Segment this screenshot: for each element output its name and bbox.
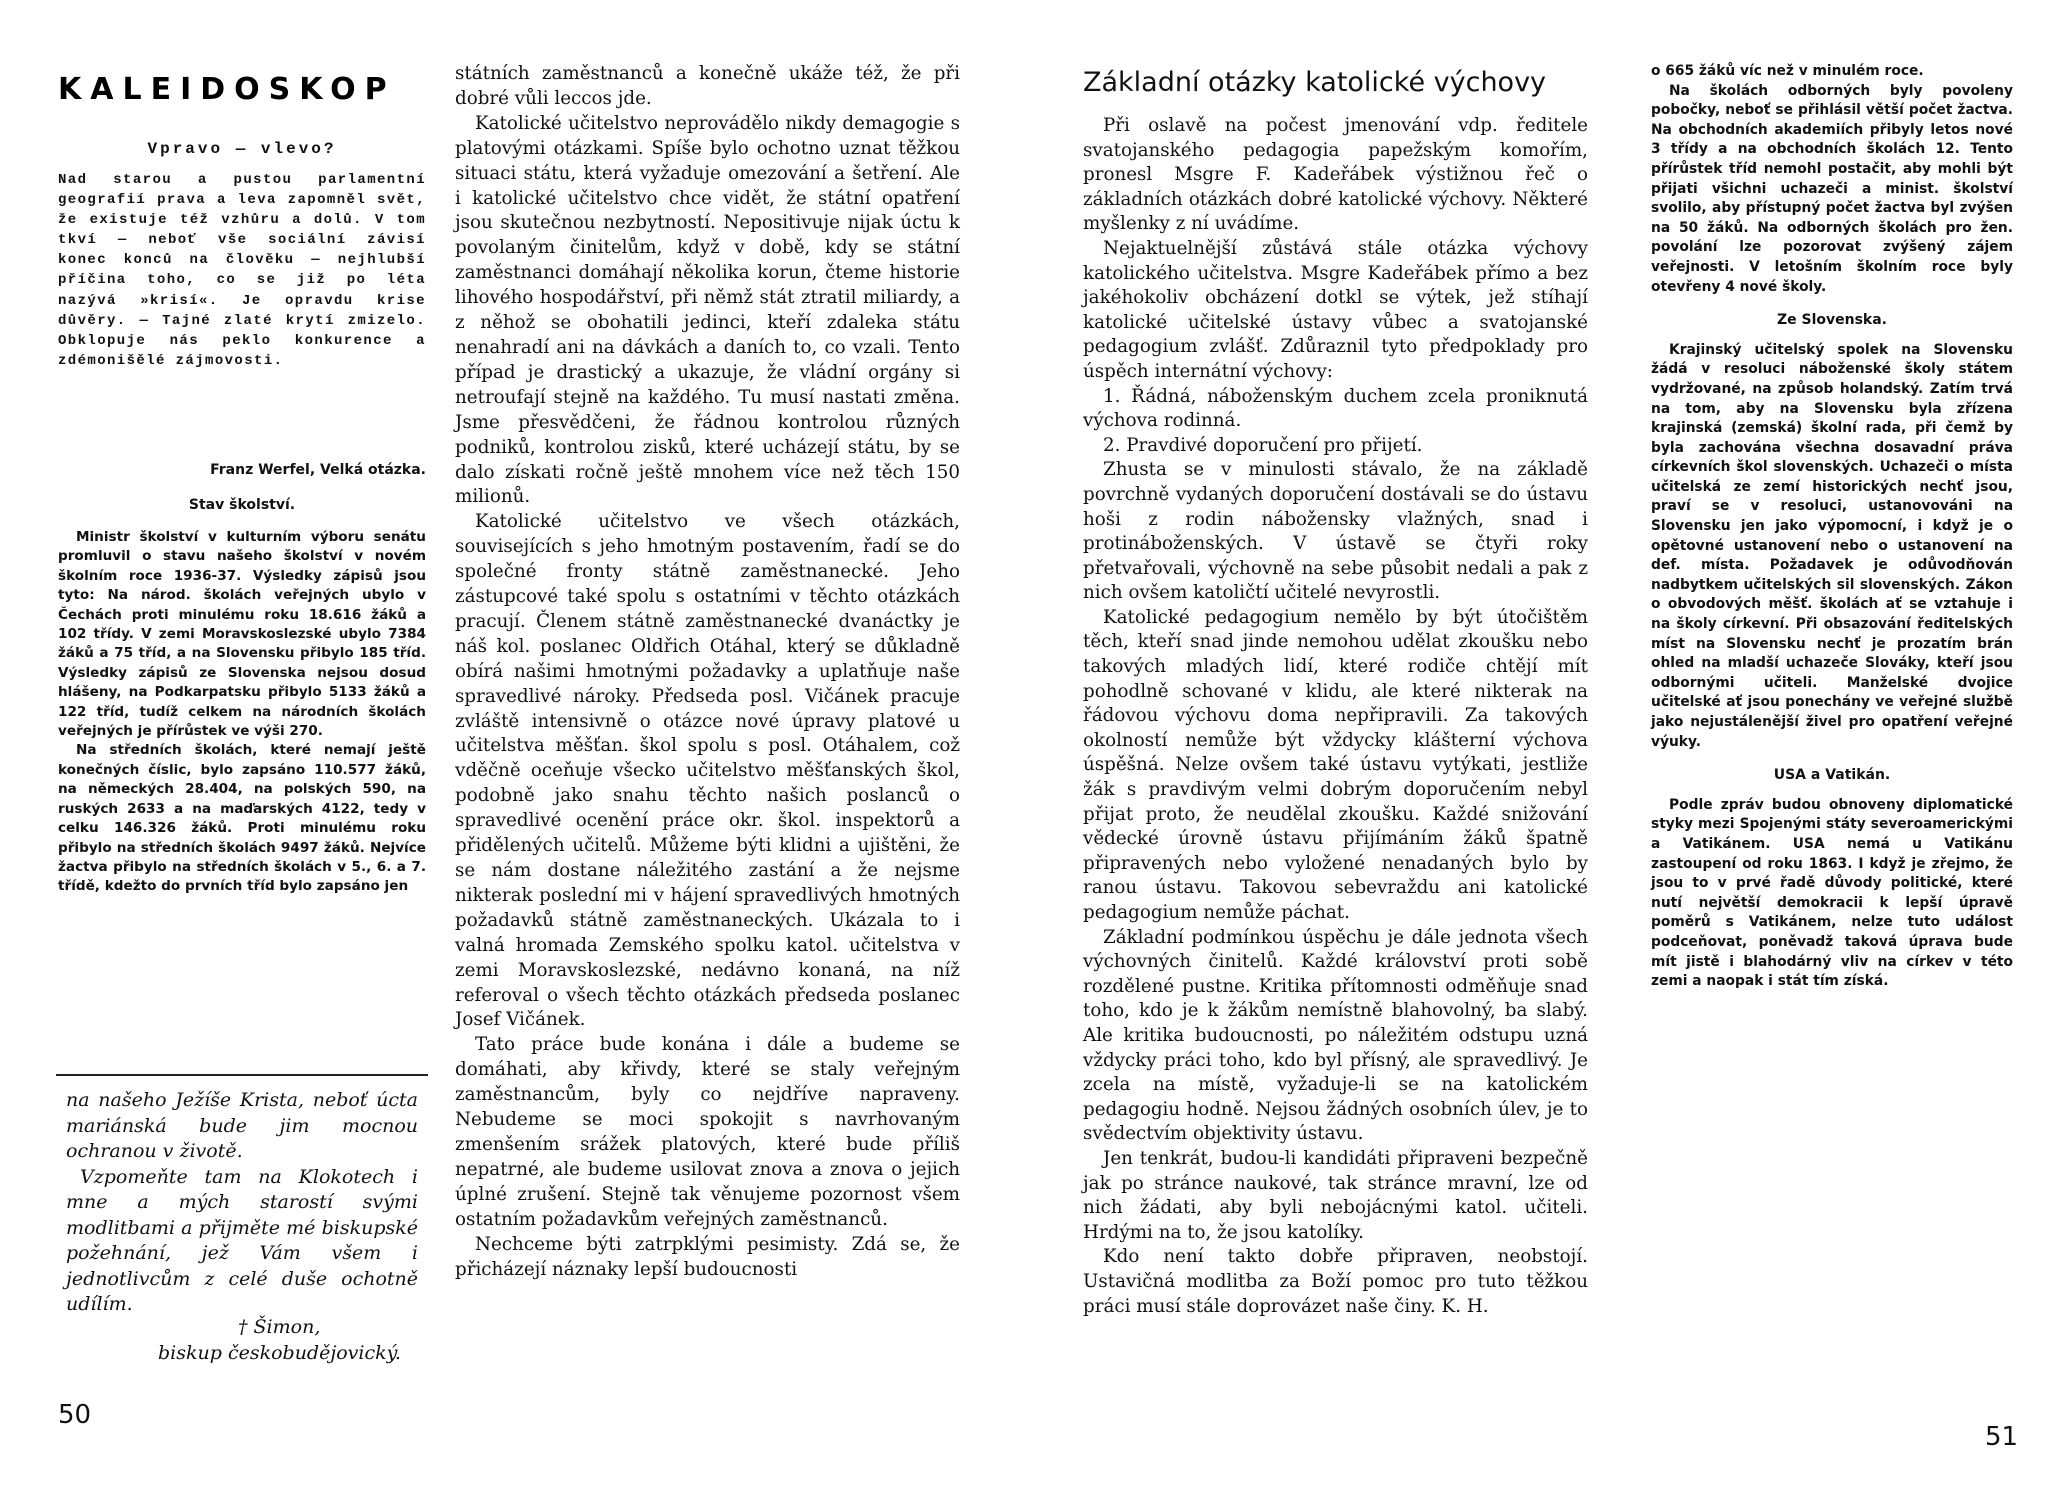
paragraph: státních zaměstnanců a konečně ukáže též, že při dobré vůli leccos jde.: [455, 63, 960, 109]
paragraph: Ministr školství v kulturním výboru senátu promluvil o stavu našeho školství v novém školním roce 1936-37. Výsledky zápisů jsou tyto: Na národ. školách veřejných ubylo v Čechách proti minulému roku 18.616 žáků a 102 třídy. V zemi Moravskoslezské ubylo 7384 žáků a 75 tříd, a na Slovensku přibylo 185 tříd. Výsledky zápisů ze Slovenska nejsou dosud hlášeny, na Podkarpatsku přibylo 5133 žáků a 122 tříd, tudíž celkem na národních školách veřejných je přírůstek ve výši 270.: [58, 529, 426, 740]
signature-name: † Šimon,: [238, 1316, 321, 1338]
paragraph: Zhusta se v minulosti stávalo, že na základě povrchně vydaných doporučení dostávali se do ústavu hoši z rodin nábožensky vlažných, snad i protináboženských. V ústavě se čtyři roky přetvařovali, výchovně na sebe působit nedali a pak z nich ovšem katoličtí učitelé nevyrostli.: [1083, 459, 1588, 604]
usa-heading: USA a Vatikán.: [1773, 767, 1891, 784]
paragraph: Vzpomeňte tam na Klokotech i mne a mých starostí svými modlitbami a přijměte mé biskupské požehnání, jež Vám všem i jednotlivcům z celé duše ochotně udílím.: [66, 1165, 418, 1315]
list-item: 1. Řádná, náboženským duchem zcela proniknutá výchova rodinná.: [1083, 385, 1588, 432]
paragraph: o 665 žáků víc než v minulém roce.: [1651, 63, 1924, 79]
paragraph: Krajinský učitelský spolek na Slovensku žádá v resoluci náboženské školy státem vydržované, na způsob holandský. Zatím trvá na tom, aby na Slovensku byla zřízena krajinská (zemská) školní rada, při čemž by byla zachována všechna dosavadní práva církevních škol slovenských. Uchazeči o místa učitelská ze zemí historických nechť jsou, praví se v resoluci, ustanovováni na Slovensku jen jako výpomocní, i když je o opětovné ustanovení nebo o ustanovení na def. místa. Požadavek je odůvodňován nadbytkem učitelských sil slovenských. Zákon o obvodových měšť. školách ať se vztahuje i na školy církevní. Při obsazování ředitelských míst na Slovensku nechť je prozatím brán ohled na mladší uchazeče Slováky, kteří jsou odbornými učiteli. Manželské dvojice učitelské ať jsou ponechány ve veřejné službě jako nejustálenější živel pro opatření veřejné výuky.: [1651, 341, 2013, 750]
paragraph: Tato práce bude konána i dále a budeme se domáhati, aby křivdy, které se staly veřejným zaměstnancům, byly co nejdříve napraveny. Nebudeme se moci spokojit s navrhovaným zmenšením srážek platových, které bude příliš nepatrné, ale budeme usilovat znova a znova o jejich úplné zrušení. Stejně tak věnujeme pozornost všem ostatním požadavkům veřejných zaměstnanců.: [455, 1034, 960, 1230]
paragraph: Při oslavě na počest jmenování vdp. ředitele svatojanského pedagogia papežským komořím, pronesl Msgre F. Kadeřábek výstižnou řeč o základních otázkách dobré katolické výchovy. Některé myšlenky z ní uvádíme.: [1083, 115, 1588, 235]
paragraph: Nechceme býti zatrpklými pesimisty. Zdá se, že přicházejí náznaky lepší budoucnosti: [455, 1233, 960, 1280]
vpravo-heading: Vpravo — vlevo?: [147, 140, 337, 158]
stav-heading: Stav školství.: [188, 497, 296, 513]
signature-title: biskup českobudějovický.: [158, 1342, 401, 1364]
article-body: [1083, 114, 1588, 1319]
paragraph: Podle zpráv budou obnoveny diplomatické styky mezi Spojenými státy severoamerickými a Vatikánem. USA nemá u Vatikánu zastoupení od roku 1863. I když je zřejmo, že jsou to v prvé řadě důvody politické, které nutí největší demokracii k lepší úpravě poměrů s Vatikánem, nelze tuto událost podceňovat, poněvadž taková úprava bude mít jistě i blahodárný vliv na církev v této zemi a naopak i stát tím získá.: [1651, 796, 2013, 990]
paragraph: Katolické učitelstvo ve všech otázkách, souvisejících s jeho hmotným postavením, řadí se do společné fronty státně zaměstnanecké. Jeho zástupcové také spolu s ostatními v těchto otázkách pracují. Členem státně zaměstnanecké dvanáctky je náš kol. poslanec Oldřich Otáhal, který se důkladně obírá našimi hmotnými požadavky a uplatňuje naše spravedlivé nároky. Předseda posl. Vičánek pracuje zvláště intensivně o otázce nové úpravy platové u učitelstva měšťan. škol spolu s posl. Otáhalem, což vděčně oceňuje všecko učitelstvo měšťanských škol, podobně jako snahu těchto našich poslanců o spravedlivé ocenění práce okr. škol. inspektorů a přidělených učitelů. Můžeme býti klidni a ujištěni, že se nám dostane náležitého zastání a že nejsme nikterak poslední mi v hájení spravedlivých hmotných požadavků státně zaměstnaneckých. Ukázala to i valná hromada Zemského spolku katol. učitelstva v zemi Moravskoslezské, nedávno konaná, na níž referoval o všech těchto otázkách předseda poslanec Josef Vičánek.: [455, 511, 960, 1031]
divider: [56, 1074, 428, 1076]
letter-text: [66, 1088, 418, 1318]
paragraph: Kdo není takto dobře připraven, neobstojí. Ustavičná modlitba za Boží pomoc pro tuto těžkou práci musí stále doprovázet naše činy. K. H.: [1083, 1246, 1588, 1317]
paragraph: Na středních školách, které nemají ještě konečných číslic, bylo zapsáno 110.577 žáků, na německých 28.404, na polských 590, na ruských 2633 a na maďarských 4122, tedy v celku 146.326 žáků. Proti minulému roku přibylo na středních školách 9497 žáků. Nejvíce žactva přibylo na středních školách v 5., 6. a 7. třídě, kdežto do prvních tříd bylo zapsáno jen: [58, 742, 426, 895]
paragraph: Jen tenkrát, budou-li kandidáti připraveni bezpečně jak po stránce naukové, tak stránce mravní, lze od nich žádati, aby byli nebojácnými katol. učiteli. Hrdými na to, že jsou katolíky.: [1083, 1147, 1588, 1243]
page-number-right: 51: [1985, 1422, 2019, 1452]
vpravo-text: Nad starou a pustou parlamentní geografií prava a leva zapomněl svět, že existuje též vzhůru a dolů. V tom tkví — neboť vše sociální závisí konec konců na člověku — nejhlubší příčina toho, co se již po léta nazývá »krisí«. Je opravdu krise důvěry. — Tajné zlaté krytí zmizelo. Obklopuje nás peklo konkurence a zdémonišělé zájmovosti.: [58, 172, 426, 369]
left-column-2: [455, 62, 960, 1282]
stav-article: [58, 528, 426, 897]
paragraph: Katolické pedagogium nemělo by být útočištěm těch, kteří snad jinde nemohou udělat zkoušku nebo takových mladých lidí, které rodiče chtějí mít pohodlně schované v klidu, ale které nikterak na řádovou výchovu doma nepřipravili. Za takových okolností nemůže být vždycky klášterní výchova úspěšná. Nelze ovšem také ústavu vytýkati, jestliže žák s pravdivým velmi dobrým doporučením nebyl přijat proto, že neudělal zkoušku. Každé snižování vědecké úrovně ústavu přijímáním žáků špatně připravených nebo vyložené nenadaných bylo by ranou ústavu. Takovou sebevraždu ani katolické pedagogium nemůže páchat.: [1083, 606, 1588, 923]
right-column-2: [1651, 62, 2013, 992]
slovensko-heading: Ze Slovenska.: [1776, 312, 1888, 329]
page-number-left: 50: [58, 1400, 92, 1430]
paragraph: na našeho Ježíše Krista, neboť úcta mariánská bude jim mocnou ochranou v životě.: [66, 1089, 418, 1162]
quote-attribution: Franz Werfel, Velká otázka.: [210, 462, 426, 478]
list-item: 2. Pravdivé doporučení pro přijetí.: [1103, 434, 1423, 456]
paragraph: Nejaktuelnější zůstává stále otázka výchovy katolického učitelstva. Msgre Kadeřábek přímo a bez jakéhokoliv obcházení dotkl se výtek, jež stíhají katolické učitelské ústavy vůbec a svatojanské pedagogium zvlášť. Zdůraznil tyto předpoklady pro úspěch internátní výchovy:: [1083, 237, 1588, 382]
section-title: KALEIDOSKOP: [58, 72, 396, 107]
right-column-1: [1083, 66, 1588, 1319]
paragraph: Na školách odborných byly povoleny pobočky, neboť se přihlásil větší počet žactva. Na obchodních akademiích přibyly letos nové 3 třídy a na obchodních školách 12. Tento přírůstek tříd nemohl postačit, aby mohli být přijati všichni uchazeči a minist. školství svolilo, aby přístupný počet žactva byl zvýšen na 50 žáků. Na odborných školách pro žen. povolání lze pozorovat zvýšený zájem veřejnosti. V letošním školním roce byly otevřeny 4 nové školy.: [1651, 82, 2013, 295]
article-title: Základní otázky katolické výchovy: [1083, 67, 1547, 98]
paragraph: Katolické učitelstvo neprovádělo nikdy demagogie s platovými otázkami. Spíše bylo ochotno uznat těžkou situaci státu, která vyžaduje omezování a šetření. Ale i katolické učitelstvo chce vidět, že státní opatření jsou skutečnou nezbytností. Nepositivuje nijak úctu k povolaným činitelům, když v době, kdy se státní zaměstnanci domáhají několika korun, čteme historie lihového hospodářství, při němž stát ztratil miliardy, a z něhož se obohatili jedinci, kteří zdaleka státu nenahradí ani na dávkách a daních to, co vzali. Tento případ je drastický a ukazuje, že vládní orgány si netroufají stejně na každého. Tu musí nastati změna. Jsme přesvědčeni, že řádnou kontrolou různých podniků, kontrolou zisků, které ucházejí státu, by se dalo získati ročně ještě mnohem více než těch 150 milionů.: [455, 112, 960, 508]
paragraph: Základní podmínkou úspěchu je dále jednota všech výchovných činitelů. Každé království proti sobě rozdělené pustne. Kritika přítomnosti odměňuje snad toho, kdo je k žákům nemístně blahovolný, ba slabý. Ale kritika budoucnosti, po náležitém odstupu uzná vždycky práci toho, kdo byl přísný, ale spravedlivý. Je zcela na místě, vyžaduje-li se na katolickém pedagogiu hodně. Nejsou žádných osobních úlev, je to svědectvím objektivity ústavu.: [1083, 926, 1588, 1145]
